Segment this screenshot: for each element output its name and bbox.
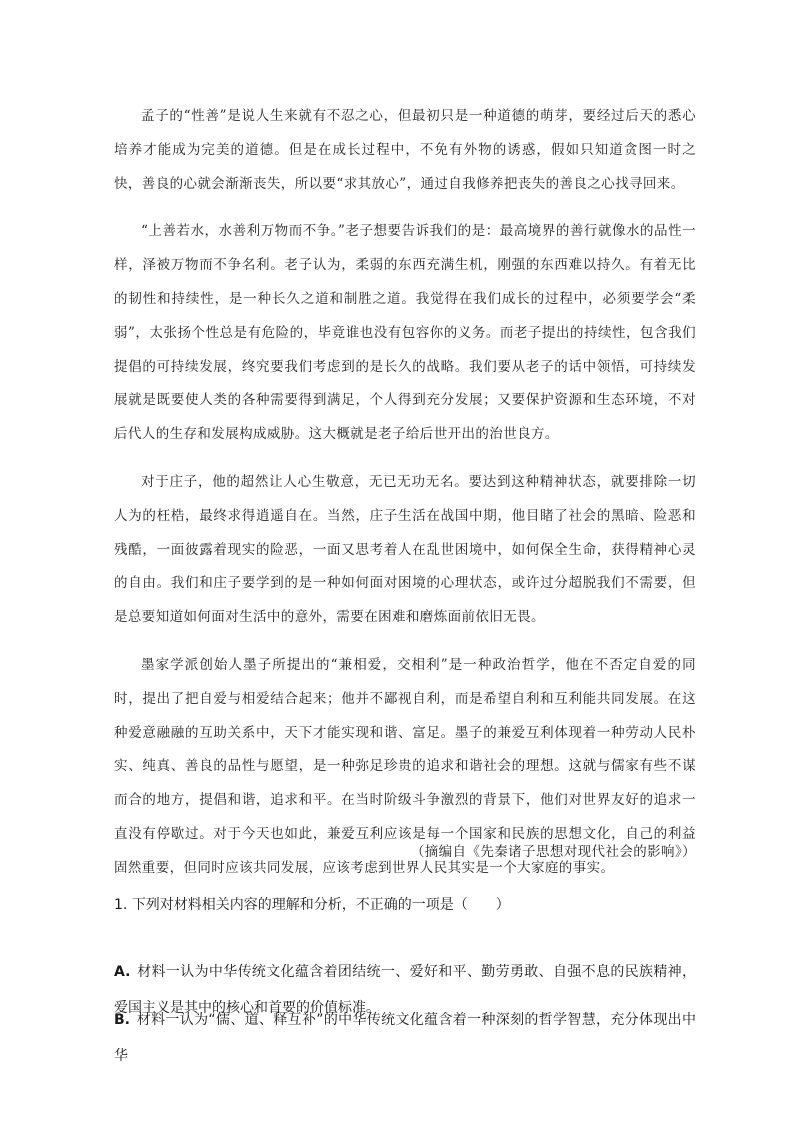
option-b-letter: B. — [114, 1012, 130, 1028]
option-b — [114, 1002, 696, 1074]
paragraph-zhuangzi: 对于庄子，他的超然让人心生敬意，无已无功无名。要达到这种精神状态，就要排除一切人为的枉梏，最终求得逍遥自在。当然，庄子生活在战国中期，他目睹了社会的黑暗、险恶和残酷，一面彼露着现实的险恶，一面又思考着人在乱世困境中，如何保全生命，获得精神心灵的自由。我们和庄子要学到的是一种如何面对困境的心理状态，或许过分超脱我们不需要，但是总要知道如何面对生活中的意外，需要在困难和磨炼面前依旧无畏。 — [114, 473, 696, 626]
paragraph-mencius: 孟子的“性善”是说人生来就有不忍之心，但最初只是一种道德的萌芽，要经过后天的悉心培养才能成为完美的道德。但是在成长过程中，不免有外物的诱惑，假如只知道贪图一时之快，善良的心就会渐渐丧失，所以要“求其放心”，通过自我修养把丧失的善良之心找寻回来。 — [114, 108, 696, 192]
article-body — [114, 100, 696, 900]
question-stem — [114, 887, 696, 923]
option-a-text: 材料一认为中华传统文化蕴含着团结统一、爱好和平、勤劳勇敢、自强不息的民族精神，爱国主义是其中的核心和首要的价值标准。 — [114, 964, 697, 1016]
paragraph-mozi: 墨家学派创始人墨子所提出的“兼相爱，交相利”是一种政治哲学，他在不否定自爱的同时，提出了把自爱与相爱结合起来；他并不鄙视自利，而是希望自利和互利能共同发展。在这种爱意融融的互助关系中，天下才能实现和谐、富足。墨子的兼爱互利体现着一种劳动人民朴实、纯真、善良的品性与愿望，是一种弥足珍贵的追求和谐社会的理想。这就与儒家有些不谋而合的地方，提倡和谐，追求和平。在当时阶级斗争激烈的背景下，他们对世界友好的追求一直没有停歇过。对于今天也如此，兼爱互利应该是每一个国家和民族的思想文化，自己的利益固然重要，但同时应该共同发展，应该考虑到世界人民其实是一个大家庭的事实。 — [114, 656, 696, 876]
question-number: 1. — [114, 897, 128, 913]
question-text: 下列对材料相关内容的理解和分析，不正确的一项是（ ） — [131, 897, 510, 913]
paragraph-laozi: “上善若水，水善利万物而不争。”老子想要告诉我们的是：最高境界的善行就像水的品性一样，泽被万物而不争名利。老子认为，柔弱的东西充满生机，刚强的东西难以持久。有着无比的韧性和持续性，是一种长久之道和制胜之道。我觉得在我们成长的过程中，必须要学会“柔弱”，太张扬个性总是有危险的，毕竟谁也没有包容你的义务。而老子提出的持续性，包含我们提倡的可持续发展，终究要我们考虑到的是长久的战略。我们要从老子的话中领悟，可持续发展就是既要使人类的各种需要得到满足，个人得到充分发展；又要保护资源和生态环境，不对后代人的生存和发展构成威胁。这大概就是老子给后世开出的治世良方。 — [114, 223, 696, 443]
source-citation: （摘编自《先秦诸子思想对现代社会的影响》） — [410, 844, 696, 860]
option-b-text: 材料一认为“儒、道、释互补”的中华传统文化蕴含着一种深刻的哲学智慧，充分体现出中华 — [114, 1012, 696, 1064]
option-a-letter: A. — [114, 964, 131, 980]
